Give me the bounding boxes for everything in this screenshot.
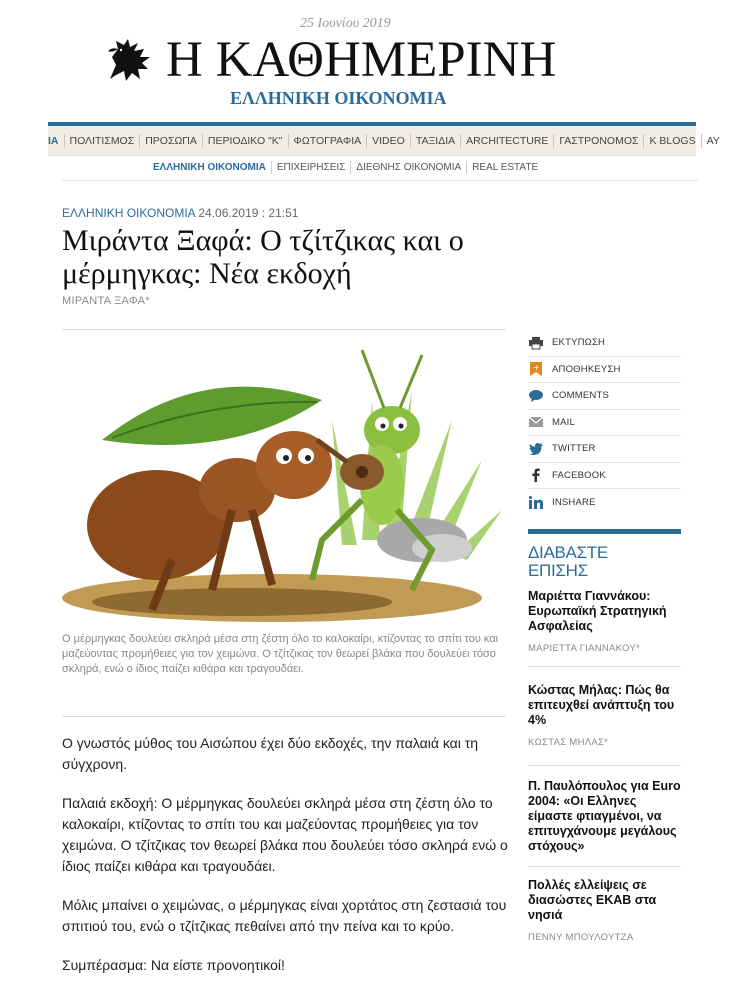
facebook-icon bbox=[528, 468, 544, 482]
related-author[interactable]: ΜΑΡΙΕΤΤΑ ΓΙΑΝΝΑΚΟΥ* bbox=[528, 643, 641, 654]
read-also-title: ΕΠΙΣΗΣ bbox=[528, 561, 588, 580]
share-label: TWITTER bbox=[552, 443, 596, 455]
comments-button[interactable] bbox=[528, 383, 681, 410]
related-author[interactable]: ΚΩΣΤΑΣ ΜΗΛΑΣ* bbox=[528, 737, 609, 748]
related-title[interactable]: Π. Παυλόπουλος για Euro 2004: «Οι Ελληνες είμαστε φτιαγμένοι, να επιτυγχάνουμε μεγάλους στόχους» bbox=[528, 779, 681, 853]
nav-item[interactable]: ΠΟΛΙΤΙΣΜΟΣ bbox=[65, 134, 141, 148]
printer-icon bbox=[528, 336, 544, 350]
header-date: 25 Ιουνίου 2019 bbox=[300, 16, 391, 31]
article-headline: Μιράντα Ξαφά: Ο τζίτζικας και ο μέρμηγκας: Νέα εκδοχή bbox=[62, 224, 464, 290]
linkedin-button[interactable] bbox=[528, 489, 681, 516]
related-article[interactable] bbox=[528, 779, 681, 854]
related-title[interactable]: Πολλές ελλείψεις σε διασώστες ΕΚΑΒ στα νησιά bbox=[528, 878, 657, 922]
nav-item[interactable]: ΦΩΤΟΓΡΑΦΙΑ bbox=[289, 134, 368, 148]
nav-item[interactable]: ΓΑΣΤΡΟΝΟΜΟΣ bbox=[554, 134, 644, 148]
image-caption: Ο μέρμηγκας δουλεύει σκληρά μέσα στη ζέστη όλο το καλοκαίρι, κτίζοντας το σπίτι του και μαζεύοντας προμήθειες για τον χειμώνα. Ο τζίτζικας τον θεωρεί βλάκα που δουλεύει τόσο σκληρά, ενώ ο ίδιος παίζει κιθάρα και τραγουδάει. bbox=[62, 633, 499, 675]
sidebar-accent-bar bbox=[528, 529, 681, 534]
nav-item[interactable]: VIDEO bbox=[367, 134, 411, 148]
article-paragraph: Ο γνωστός μύθος του Αισώπου έχει δύο εκδοχές, την παλαιά και τη σύγχρονη. bbox=[62, 735, 479, 772]
nav-item[interactable]: ΙΑ bbox=[48, 134, 65, 148]
brand-title: Η ΚΑΘΗΜΕΡΙΝΗ bbox=[166, 31, 557, 88]
share-label: COMMENTS bbox=[552, 390, 610, 402]
share-tools bbox=[528, 330, 681, 516]
main-nav bbox=[48, 126, 720, 156]
section-title[interactable]: ΕΛΛΗΝΙΚΗ ΟΙΚΟΝΟΜΙΑ bbox=[230, 88, 447, 108]
svg-text:+: + bbox=[533, 363, 540, 373]
nav-item[interactable]: K BLOGS bbox=[644, 134, 701, 148]
nav-item[interactable]: ΤΑΞΙΔΙΑ bbox=[411, 134, 461, 148]
nav-item[interactable]: ΠΡΟΣΩΠΑ bbox=[140, 134, 203, 148]
subnav-item[interactable]: ΕΛΛΗΝΙΚΗ ΟΙΚΟΝΟΜΙΑ bbox=[148, 161, 272, 174]
read-also-title: ΔΙΑΒΑΣΤΕ bbox=[528, 543, 608, 562]
article-paragraph: Παλαιά εκδοχή: Ο μέρμηγκας δουλεύει σκληρά μέσα στη ζέστη όλο το καλοκαίρι, κτίζοντας το σπίτι του και μαζεύοντας προμήθειες για τον χειμώνα. Ο τζίτζικας τον θεωρεί βλάκα που δουλεύει τόσο σκληρά ενώ ο ίδιος παίζει κιθάρα και τραγουδάει. bbox=[62, 795, 508, 874]
divider bbox=[62, 329, 506, 330]
divider bbox=[528, 666, 681, 667]
related-article[interactable] bbox=[528, 589, 681, 654]
divider bbox=[528, 866, 681, 867]
subnav-item[interactable]: REAL ESTATE bbox=[472, 162, 539, 173]
related-article[interactable] bbox=[528, 878, 681, 943]
article-datetime: 24.06.2019 : 21:51 bbox=[198, 206, 299, 220]
linkedin-icon bbox=[528, 495, 544, 509]
article-image bbox=[62, 340, 506, 628]
twitter-button[interactable] bbox=[528, 436, 681, 463]
comment-icon bbox=[528, 389, 544, 403]
subnav-item[interactable]: ΕΠΙΧΕΙΡΗΣΕΙΣ bbox=[272, 161, 352, 174]
related-author[interactable]: ΠΕΝΝΥ ΜΠΟΥΛΟΥΤΖΑ bbox=[528, 932, 634, 943]
mail-button[interactable] bbox=[528, 410, 681, 437]
mail-icon bbox=[528, 415, 544, 429]
share-label: INSHARE bbox=[552, 496, 596, 508]
facebook-button[interactable] bbox=[528, 463, 681, 490]
article-paragraph: Μόλις μπαίνει ο χειμώνας, ο μέρμηγκας είναι χορτάτος στη ζεστασιά του σπιτιού του, ενώ ο τζίτζικας πεθαίνει από την πείνα και το κρύο. bbox=[62, 897, 507, 934]
griffin-icon bbox=[104, 35, 156, 85]
divider bbox=[62, 180, 698, 181]
nav-item[interactable]: ΑΥ bbox=[706, 134, 720, 147]
article-body bbox=[62, 733, 512, 994]
share-label: MAIL bbox=[552, 416, 575, 428]
twitter-icon bbox=[528, 442, 544, 456]
sub-nav bbox=[148, 161, 543, 174]
bookmark-icon bbox=[528, 362, 544, 376]
save-button[interactable] bbox=[528, 357, 681, 384]
subnav-item[interactable]: ΔΙΕΘΝΗΣ ΟΙΚΟΝΟΜΙΑ bbox=[351, 161, 467, 174]
print-button[interactable] bbox=[528, 330, 681, 357]
masthead-logo[interactable] bbox=[104, 32, 594, 88]
article-paragraph: Συμπέρασμα: Να είστε προνοητικοί! bbox=[62, 957, 285, 973]
article-author[interactable]: ΜΙΡΑΝΤΑ ΞΑΦΑ* bbox=[62, 295, 150, 307]
share-label: ΕΚΤΥΠΩΣΗ bbox=[552, 337, 606, 349]
share-label: FACEBOOK bbox=[552, 469, 606, 481]
divider bbox=[62, 716, 506, 717]
related-title[interactable]: Κώστας Μήλας: Πώς θα επιτευχθεί ανάπτυξη του 4% bbox=[528, 683, 675, 727]
related-article[interactable] bbox=[528, 683, 681, 748]
nav-item[interactable]: ΠΕΡΙΟΔΙΚΟ "K" bbox=[203, 134, 289, 148]
article-meta bbox=[62, 206, 298, 220]
nav-item[interactable]: ARCHITECTURE bbox=[461, 134, 554, 148]
related-title[interactable]: Μαριέττα Γιαννάκου: Ευρωπαϊκή Στρατηγική Ασφαλείας bbox=[528, 589, 667, 633]
article-category[interactable]: ΕΛΛΗΝΙΚΗ ΟΙΚΟΝΟΜΙΑ bbox=[62, 206, 196, 220]
divider bbox=[528, 765, 681, 766]
share-label: ΑΠΟΘΗΚΕΥΣΗ bbox=[552, 363, 621, 375]
